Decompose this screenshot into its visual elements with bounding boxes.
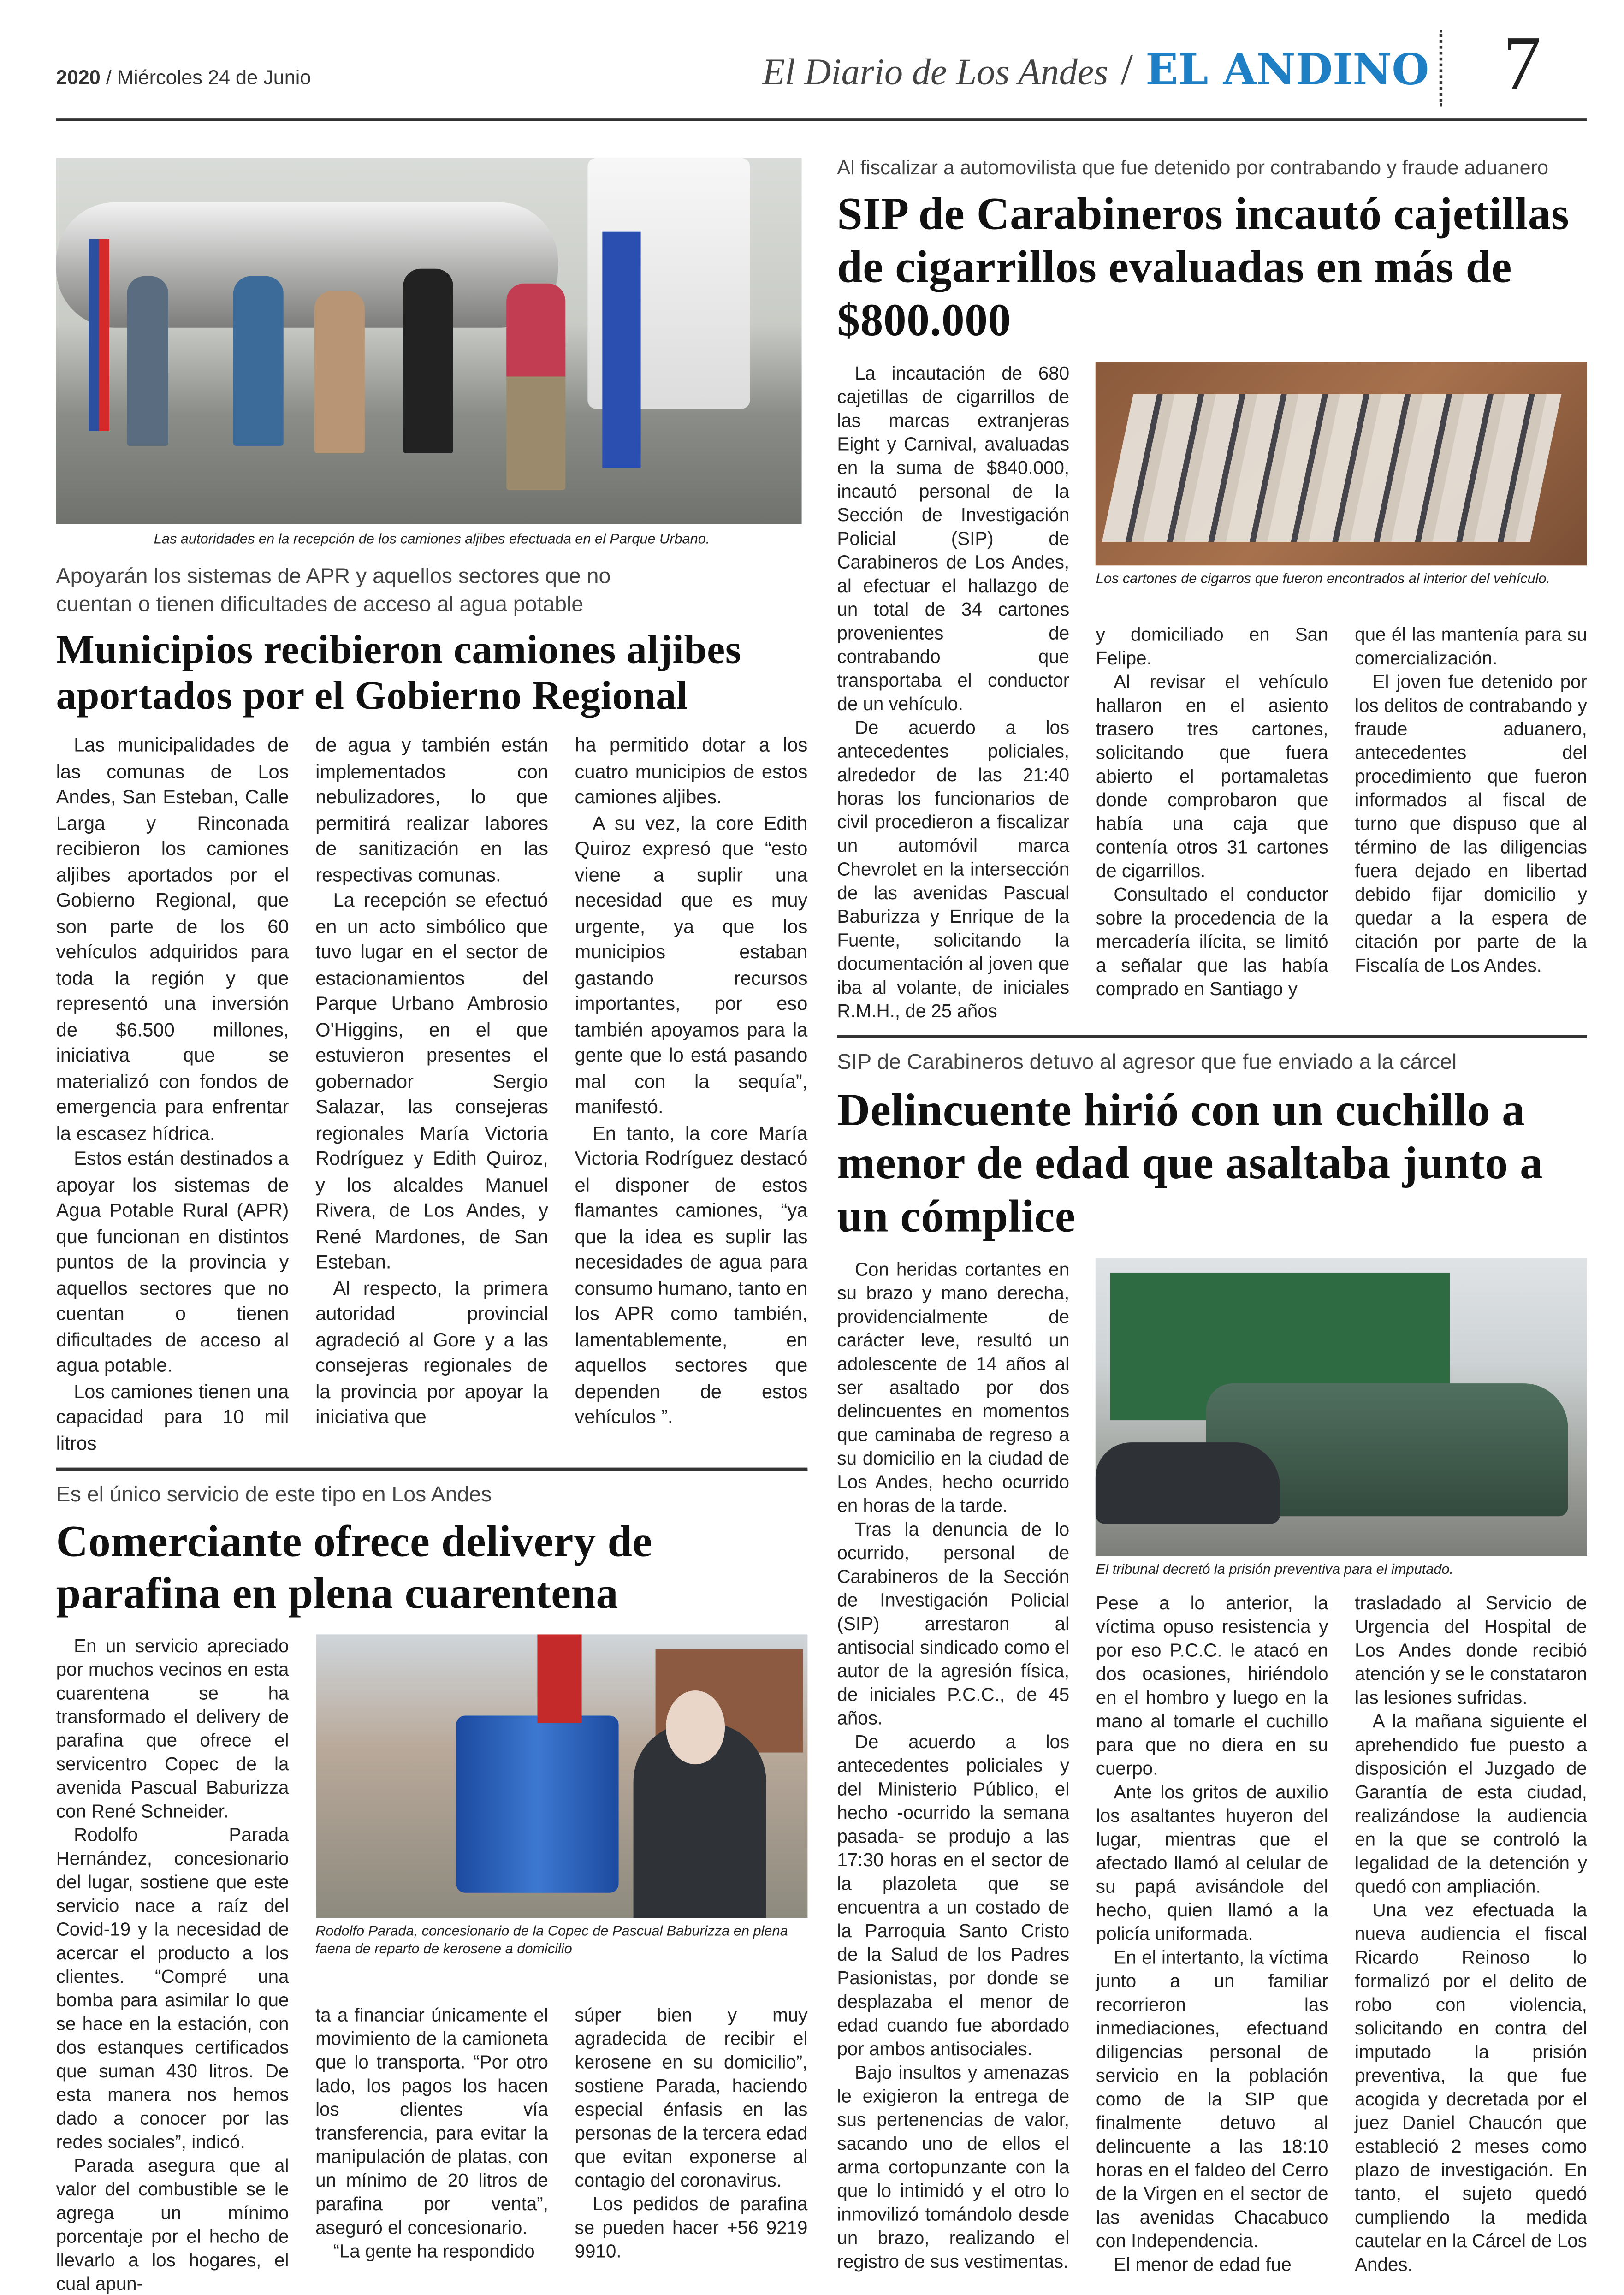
paragraph: que él las mantenía para su comercialización. [1355,624,1587,669]
article-kicker: SIP de Carabineros detuvo al agresor que fue enviado a la cárcel [837,1050,1457,1074]
page-number: 7 [1503,22,1541,107]
article-delincuente [837,1049,1587,2276]
paragraph: “La gente ha respondido [333,2240,535,2261]
article-kicker: Apoyarán los sistemas de APR y aquellos sectores que no cuentan o tienen dificultades de acceso al agua potable [56,565,611,617]
article-kicker: Es el único servicio de este tipo en Los Andes [56,1483,492,1507]
paragraph: súper bien y muy agradecida de recibir el kerosene en su domicilio”, sostiene Parada, haciendo especial énfasis en las personas de la tercera edad que evitan exponerse al contagio del coronavirus. [575,2004,808,2190]
paragraph: De acuerdo a los antecedentes policiales y del Ministerio Público, el hecho -ocurrido la semana pasada- se produjo a las 17:30 horas en el sector de la plazoleta que se encuentra a un costado de la Parroquia Santo Cristo de la Salud de los Padres Pasionistas, por donde se desplazaba el menor de edad cuando fue abordado por ambos antisociales. [837,1731,1070,2059]
article-column [315,2003,548,2263]
photo-cigarettes [1096,362,1587,565]
paragraph: Rodolfo Parada Hernández, concesionario del lugar, sostiene que este servicio nace a raíz del Covid-19 y la necesidad de acercar el producto a los clientes. “Compré una bomba para asimilar lo que se hace en la estación, con dos estanques certificados que suman 430 litros. De esta manera nos hemos dado a conocer por las redes sociales”, indicó. [56,1824,289,2152]
paragraph: Bajo insultos y amenazas le exigieron la entrega de sus pertenencias de valor, sacando uno de ellos el arma cortopunzante con la que lo intimidó y el otro lo inmovilizó tomándolo desde un brazo, realizando el registro de sus vestimentas. [837,2062,1070,2271]
masthead-separator: / [1120,46,1133,95]
masthead [762,44,1429,96]
person-3 [314,291,365,453]
section-rule [56,1468,808,1470]
person-5 [506,284,565,490]
article-column [1096,1591,1328,2276]
photo-kerosene-delivery [315,1634,807,1917]
paragraph: La recepción se efectuó en un acto simbólico que tuvo lugar en el sector de estacionamientos del Parque Urbano Ambrosio O'Higgins, en el que estuvieron presentes el gobernador Sergio Salazar, las consejeras regionales María Victoria Rodríguez y Edith Quiroz, y los alcaldes Manuel Rivera, de Los Andes, y René Mardones, de San Esteban. [315,889,548,1273]
paragraph: A su vez, la core Edith Quiroz expresó que “esto viene a suplir una necesidad que es muy urgente, ya que los municipios estaban gastando recursos importantes, por eso también apoyamos para la gente que lo está pasando mal con la sequía”, manifestó. [575,811,808,1118]
cartons-shape [1102,394,1562,542]
photo-block [1096,1257,1587,1579]
article-column [1355,1591,1587,2276]
photo-block [1096,362,1587,589]
paragraph: Pese a lo anterior, la víctima opuso resistencia y por eso P.C.C. le atacó en dos ocasiones, hiriéndolo en el hombro y luego en la mano al tomarle el cuchillo para que no diera en su cuerpo. [1096,1592,1328,1779]
paragraph: De acuerdo a los antecedentes policiales, alrededor de las 21:40 horas los funcionarios de civil procedieron a fiscalizar un automóvil marca Chevrolet en la intersección de las avenidas Pascual Baburizza y Enrique de la Fuente, solicitando la documentación al joven que iba al volante, de iniciales R.M.H., de 25 años [837,718,1070,1022]
article-column [837,362,1069,1023]
article-headline: SIP de Carabineros incautó cajetillas de cigarrillos evaluadas en más de $800.000 [837,187,1570,346]
paragraph: trasladado al Servicio de Urgencia del Hospital de Los Andes donde recibió atención y se le constataron las lesiones sufridas. [1355,1592,1587,1708]
article-column [1096,623,1328,1001]
paragraph: Una vez efectuada la nueva audiencia el fiscal Ricardo Reinoso lo formalizó por el delito de robo con violencia, solicitando en contra del imputado la prisión preventiva, la que fue acogida y decretada por el juez Daniel Chaucón que estableció 2 meses como plazo de investigación. En tanto, el sujeto quedó cumpliendo la medida cautelar en la Cárcel de Los Andes. [1355,1899,1587,2275]
article-headline: Comerciante ofrece delivery de parafina en plena cuarentena [56,1517,652,1618]
paragraph: El menor de edad fue [1114,2253,1292,2275]
paragraph: En un servicio apreciado por muchos vecinos en esta cuarentena se ha transformado el delivery de parafina que ofrece el servicentro Copec de la avenida Pascual Baburizza con René Schneider. [56,1635,289,1821]
paragraph: ha permitido dotar a los cuatro municipios de estos camiones aljibes. [575,734,808,808]
paragraph: En el intertanto, la víctima junto a un familiar recorrieron las inmediaciones, efectuand diligencias personal de servicio en la población como de la SIP que finalmente detuvo al delincuente a las 18:10 horas en el faldeo del Cerro de la Virgen en el sector de las avenidas Chacabuco con Independencia. [1096,1946,1328,2251]
article-headline: Municipios recibieron camiones aljibes aportados por el Gobierno Regional [56,626,741,718]
pump-shape [537,1634,581,1722]
article-body [56,732,808,1456]
paragraph: Al revisar el vehículo hallaron en el asiento trasero tres cartones, solicitando que fuera abierto el portamaletas donde comprobaron que había una caja que contenía otros 31 cartones de cigarrillos. [1096,671,1328,882]
right-stack [837,154,1587,2276]
paragraph: ta a financiar únicamente el movimiento de la camioneta que lo transporta. “Por otro lado, los pagos los hacen los clientes vía transferencia, para evitar la manipulación de platas, con un mínimo de 20 litros de parafina por venta”, aseguró el concesionario. [315,2004,548,2238]
header-divider [1440,30,1442,106]
paragraph: Ante los gritos de auxilio los asaltantes huyeron del lugar, mientras que el afectado llamó al celular de su papá avisándole del hecho, quien llamó a la policía uniformada. [1096,1781,1328,1944]
photo-water-trucks [56,158,802,524]
barrel-shape [456,1715,618,1892]
paper-name: El Diario de Los Andes [762,53,1108,93]
paragraph: Al respecto, la primera autoridad provincial agradeció al Gore y a las consejeras regionales de la provincia por apoyar la iniciativa que [315,1276,548,1428]
date: / Miércoles 24 de Junio [106,66,311,89]
paragraph: El joven fue detenido por los delitos de contrabando y fraude aduanero, antecedentes del procedimiento que fueron informados al fiscal de turno que dispuso que al término de las diligencias fuera dejado en libertad debido fijar domicilio y quedar a la espera de citación por parte de la Fiscalía de Los Andes. [1355,671,1587,976]
face-shape [665,1690,724,1763]
car-shape [1096,1442,1280,1523]
paragraph: de agua y también están implementados con nebulizadores, lo que permitirá realizar labores de sanitización en las respectivas comunas. [315,734,548,885]
article-column [315,732,548,1430]
region-flag-shape [602,232,640,468]
article-municipios [56,158,808,1456]
paragraph: La incautación de 680 cajetillas de cigarrillos de las marcas extranjeras Eight y Carnival, avaluadas en la suma de $840.000, incautó personal de la Sección de Investigación Policial (SIP) de Carabineros de Los Andes, al efectuar el hallazgo de un total de 34 cartones provenientes de contrabando que transportaba el conductor de un vehículo. [837,363,1070,715]
paragraph: Con heridas cortantes en su brazo y mano derecha, providencialmente de carácter leve, resultó un adolescente de 14 años al ser asaltado por dos delincuentes en momentos que caminaba de regreso a su domicilio en la ciudad de Los Andes, hecho ocurrido en horas de la tarde. [837,1258,1070,1516]
article-column [575,2003,808,2263]
photo-caption: Rodolfo Parada, concesionario de la Copec de Pascual Baburizza en plena faena de reparto de kerosene a domicilio [315,1923,788,1957]
article-body [837,1257,1587,2276]
person-1 [127,276,168,446]
person-4 [403,269,453,453]
article-cigarrillos [837,154,1587,1023]
page-date [56,66,311,89]
paragraph: Los camiones tienen una capacidad para 10 mil litros [56,1380,289,1454]
paragraph: Estos están destinados a apoyar los sistemas de Agua Potable Rural (APR) que funcionan en distintos puntos de la provincia y aquellos sectores que no cuentan o tienen dificultades de acceso al agua potable. [56,1147,289,1376]
article-headline: Delincuente hirió con un cuchillo a menor de edad que asaltaba junto a un cómplice [837,1083,1543,1241]
article-column [575,732,808,1430]
photo-block [315,1634,807,1958]
article-delivery [56,1482,808,2295]
article-column [56,732,289,1456]
paragraph: En tanto, la core María Victoria Rodríguez destacó el disponer de estos flamantes camiones, “ya que la idea es suplir las necesidades de agua para consumo humano, tanto en los APR como también, lamentablemente, en aquellos sectores que dependen de estos vehículos ”. [575,1121,808,1428]
photo-caption: Los cartones de cigarros que fueron encontrados al interior del vehículo. [1096,571,1551,588]
paragraph: Consultado el conductor sobre la procedencia de la mercadería ilícita, se limitó a señalar que las había comprado en Santiago y [1096,884,1328,1000]
year: 2020 [56,66,101,89]
photo-caption: El tribunal decretó la prisión preventiva para el imputado. [1096,1561,1454,1578]
article-kicker: Al fiscalizar a automovilista que fue detenido por contrabando y fraude aduanero [837,156,1549,179]
paragraph: Las municipalidades de las comunas de Los Andes, San Esteban, Calle Larga y Rinconada recibieron los camiones aljibes aportados por el Gobierno Regional, que son parte de los 60 vehículos adquiridos para toda la región y que representó una inversión de $6.500 millones, iniciativa que se materializó con fondos de emergencia para enfrentar la escasez hídrica. [56,734,289,1144]
paragraph: Parada asegura que al valor del combustible se le agrega un mínimo porcentaje por el hecho de llevarlo a los hogares, el cual apun- [56,2155,289,2294]
article-column [56,1634,289,2295]
photo-caption: Las autoridades en la recepción de los camiones aljibes efectuada en el Parque Urbano. [154,531,710,548]
article-column [1355,623,1587,977]
article-body [56,1634,808,2295]
left-stack [56,158,808,2295]
article-body [837,362,1587,1023]
section-rule [837,1035,1587,1037]
article-column [837,1257,1069,2273]
paragraph: A la mañana siguiente el aprehendido fue puesto a disposición el Juzgado de Garantía de esta ciudad, realizándose la audiencia en la que se controló la legalidad de la detención y quedó con ampliación. [1355,1710,1587,1897]
person-2 [233,276,284,446]
photo-police-van [1096,1257,1587,1555]
paragraph: Tras la denuncia de lo ocurrido, personal de Carabineros de la Sección de Investigación Policial (SIP) arrestaron al antisocial sindicado como el autor de la agresión física, de iniciales P.C.C., de 45 años. [837,1518,1070,1728]
paragraph: Los pedidos de parafina se pueden hacer +56 9219 9910. [575,2193,808,2261]
chile-flag-shape [89,239,109,431]
section-name: EL ANDINO [1145,44,1429,95]
header-rule [56,118,1587,121]
paragraph: y domiciliado en San Felipe. [1096,624,1328,669]
